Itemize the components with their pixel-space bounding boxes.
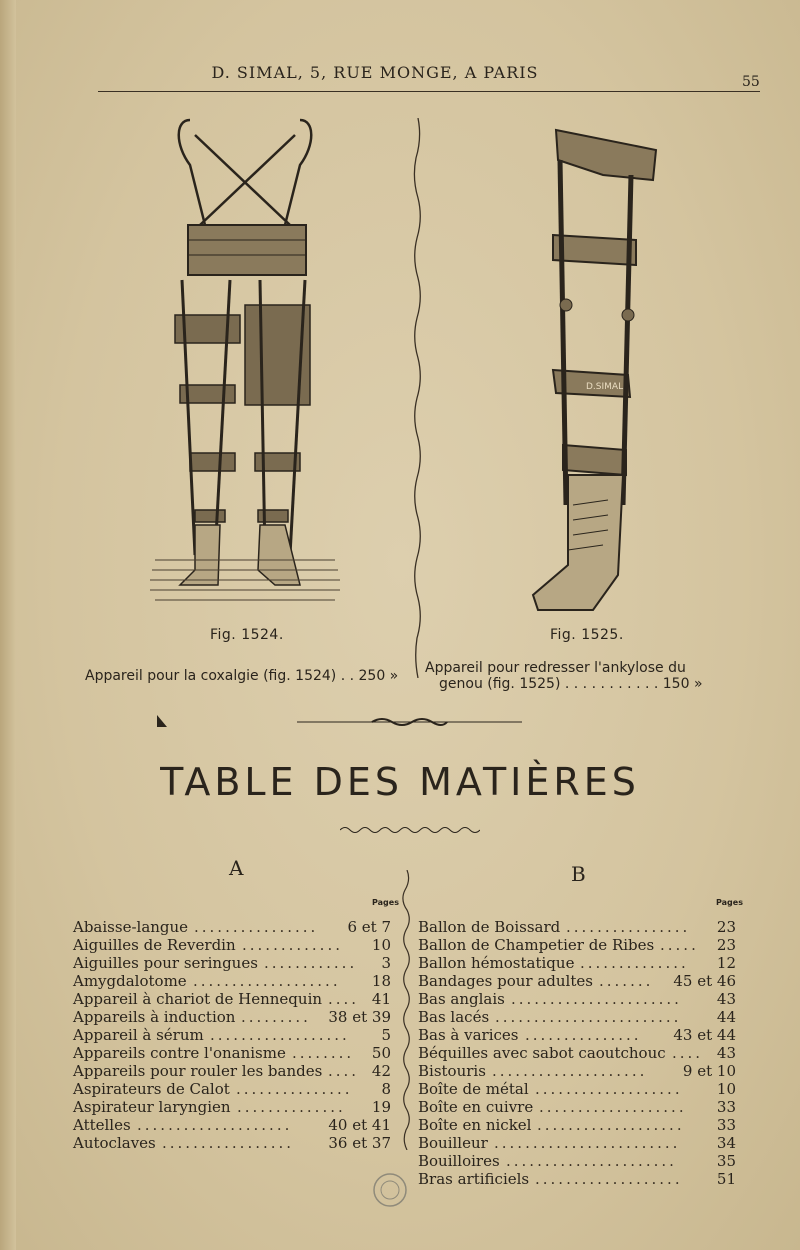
toc-entry-page: 33 xyxy=(716,1116,736,1134)
toc-entry-page: 3 xyxy=(381,954,391,972)
toc-entry-name: Bas anglais xyxy=(418,990,505,1008)
toc-entry-name: Boîte de métal xyxy=(418,1080,529,1098)
page-binding-edge xyxy=(0,0,16,1250)
header-rule xyxy=(98,91,760,92)
toc-entry xyxy=(418,1062,736,1080)
toc-entry xyxy=(418,1044,736,1062)
toc-entry xyxy=(73,1134,391,1152)
toc-entry xyxy=(418,1008,736,1026)
leader-dots: ................... xyxy=(193,972,341,990)
figure-1524-illustration xyxy=(150,115,340,610)
catalog-item-coxalgie: Appareil pour la coxalgie (fig. 1524) . . 250 » xyxy=(85,668,399,684)
leader-dots: ........................ xyxy=(494,1134,681,1152)
toc-entry-name: Autoclaves xyxy=(73,1134,156,1152)
toc-title: TABLE DES MATIÈRES xyxy=(160,760,640,804)
toc-entry xyxy=(73,1062,391,1080)
toc-entry-name: Appareils à induction xyxy=(73,1008,236,1026)
toc-entry xyxy=(418,1080,736,1098)
toc-entry-page: 10 xyxy=(716,1080,736,1098)
leader-dots: .............. xyxy=(237,1098,346,1116)
leader-dots: ................ xyxy=(194,918,319,936)
toc-entry xyxy=(73,954,391,972)
pages-header-a: Pages xyxy=(372,898,399,907)
toc-entry xyxy=(73,990,391,1008)
toc-entry-name: Boîte en nickel xyxy=(418,1116,532,1134)
section-letter-a: A xyxy=(229,856,244,880)
toc-entry-page: 44 xyxy=(716,1008,736,1026)
toc-entry-page: 45 et 46 xyxy=(673,972,736,990)
toc-entry xyxy=(418,918,736,936)
library-stamp xyxy=(370,1170,410,1214)
figure-1524-caption: Fig. 1524. xyxy=(210,627,284,643)
toc-entry xyxy=(73,1116,391,1134)
toc-entry-name: Appareil à chariot de Hennequin xyxy=(73,990,323,1008)
toc-entry xyxy=(73,936,391,954)
toc-entry-page: 8 xyxy=(381,1080,391,1098)
brace-maker-stamp: D.SIMAL xyxy=(586,382,624,392)
toc-entry-name: Aspirateur laryngien xyxy=(73,1098,231,1116)
toc-entry xyxy=(73,1026,391,1044)
toc-entry-page: 42 xyxy=(371,1062,391,1080)
page-number: 55 xyxy=(742,74,760,90)
toc-entry-name: Appareil à sérum xyxy=(73,1026,204,1044)
toc-column-a xyxy=(73,918,391,1152)
leader-dots: .................. xyxy=(210,1026,350,1044)
toc-entry-name: Aspirateurs de Calot xyxy=(73,1080,230,1098)
toc-entry-page: 10 xyxy=(371,936,391,954)
toc-entry-page: 43 et 44 xyxy=(673,1026,736,1044)
leader-dots: ................... xyxy=(539,1098,687,1116)
toc-entry xyxy=(418,1134,736,1152)
leader-dots: .................... xyxy=(492,1062,648,1080)
running-head: D. SIMAL, 5, RUE MONGE, A PARIS xyxy=(211,63,539,82)
toc-entry-name: Bandages pour adultes xyxy=(418,972,593,990)
toc-entry-page: 50 xyxy=(371,1044,391,1062)
toc-entry xyxy=(418,972,736,990)
toc-entry-name: Bras artificiels xyxy=(418,1170,530,1188)
margin-mark xyxy=(155,713,169,733)
leader-dots: ................... xyxy=(537,1116,685,1134)
leader-dots: ............... xyxy=(525,1026,642,1044)
section-letter-b: B xyxy=(571,862,586,886)
toc-entry-name: Amygdalotome xyxy=(73,972,187,990)
ornamental-rule xyxy=(297,714,522,733)
toc-entry-page: 51 xyxy=(716,1170,736,1188)
toc-entry-page: 18 xyxy=(371,972,391,990)
toc-entry xyxy=(73,1080,391,1098)
title-squiggle xyxy=(340,820,480,839)
leader-dots: ..... xyxy=(660,936,699,954)
catalog-item-ankylose-line1: Appareil pour redresser l'ankylose du xyxy=(425,660,686,676)
leader-dots: ........ xyxy=(292,1044,355,1062)
leader-dots: .... xyxy=(328,1062,360,1080)
toc-entry-page: 33 xyxy=(716,1098,736,1116)
toc-entry-page: 19 xyxy=(371,1098,391,1116)
toc-entry xyxy=(418,936,736,954)
toc-entry-page: 41 xyxy=(371,990,391,1008)
figure-1525-caption: Fig. 1525. xyxy=(550,627,624,643)
toc-entry-name: Appareils contre l'onanisme xyxy=(73,1044,286,1062)
leader-dots: ............ xyxy=(264,954,358,972)
toc-entry-name: Bouilleur xyxy=(418,1134,488,1152)
toc-entry-name: Bistouris xyxy=(418,1062,486,1080)
leader-dots: ............... xyxy=(236,1080,353,1098)
toc-entry xyxy=(73,918,391,936)
figure-1525-illustration xyxy=(528,125,663,615)
toc-entry xyxy=(418,1098,736,1116)
toc-entry-page: 23 xyxy=(716,936,736,954)
leader-dots: ................... xyxy=(535,1080,683,1098)
toc-entry xyxy=(73,1098,391,1116)
toc-entry-name: Ballon de Champetier de Ribes xyxy=(418,936,655,954)
toc-entry-name: Boîte en cuivre xyxy=(418,1098,534,1116)
leader-dots: ...................... xyxy=(506,1152,677,1170)
toc-entry-page: 43 xyxy=(716,1044,736,1062)
leader-dots: .............. xyxy=(580,954,689,972)
catalog-item-ankylose xyxy=(425,660,765,692)
toc-entry-name: Appareils pour rouler les bandes xyxy=(73,1062,323,1080)
toc-entry xyxy=(73,1044,391,1062)
toc-entry-page: 23 xyxy=(716,918,736,936)
toc-entry-page: 34 xyxy=(716,1134,736,1152)
toc-entry-page: 12 xyxy=(716,954,736,972)
toc-entry-name: Aiguilles de Reverdin xyxy=(73,936,236,954)
leader-dots: .... xyxy=(328,990,360,1008)
toc-entry-page: 36 et 37 xyxy=(328,1134,391,1152)
leader-dots: ................. xyxy=(162,1134,295,1152)
toc-entry-page: 9 et 10 xyxy=(682,1062,736,1080)
column-brace-divider xyxy=(396,870,418,1154)
toc-entry-name: Béquilles avec sabot caoutchouc xyxy=(418,1044,666,1062)
toc-entry xyxy=(418,1170,736,1188)
toc-entry xyxy=(418,1116,736,1134)
toc-entry-page: 6 et 7 xyxy=(347,918,391,936)
toc-entry xyxy=(418,990,736,1008)
toc-entry xyxy=(73,1008,391,1026)
leader-dots: ........................ xyxy=(495,1008,682,1026)
toc-entry-name: Bas à varices xyxy=(418,1026,519,1044)
toc-entry xyxy=(418,1152,736,1170)
catalog-item-ankylose-line2: genou (fig. 1525) . . . . . . . . . . . 150 » xyxy=(439,676,703,692)
leader-dots: .................... xyxy=(137,1116,293,1134)
leader-dots: ............. xyxy=(242,936,343,954)
leader-dots: ....... xyxy=(599,972,654,990)
toc-entry-name: Aiguilles pour seringues xyxy=(73,954,258,972)
leader-dots: ................... xyxy=(535,1170,683,1188)
leader-dots: ...................... xyxy=(511,990,682,1008)
figure-divider xyxy=(408,118,428,682)
toc-entry-name: Ballon hémostatique xyxy=(418,954,575,972)
toc-entry-name: Ballon de Boissard xyxy=(418,918,561,936)
toc-entry-page: 38 et 39 xyxy=(328,1008,391,1026)
leader-dots: ......... xyxy=(241,1008,311,1026)
toc-entry-page: 35 xyxy=(716,1152,736,1170)
toc-entry-name: Bas lacés xyxy=(418,1008,490,1026)
toc-entry-name: Bouilloires xyxy=(418,1152,500,1170)
toc-entry-name: Abaisse-langue xyxy=(73,918,189,936)
toc-column-b xyxy=(418,918,736,1188)
toc-entry xyxy=(73,972,391,990)
toc-entry xyxy=(418,1026,736,1044)
toc-entry-page: 5 xyxy=(381,1026,391,1044)
toc-entry-page: 43 xyxy=(716,990,736,1008)
leader-dots: .... xyxy=(672,1044,704,1062)
pages-header-b: Pages xyxy=(716,898,743,907)
toc-entry xyxy=(418,954,736,972)
leader-dots: ................ xyxy=(566,918,691,936)
toc-entry-page: 40 et 41 xyxy=(328,1116,391,1134)
toc-entry-name: Attelles xyxy=(73,1116,131,1134)
